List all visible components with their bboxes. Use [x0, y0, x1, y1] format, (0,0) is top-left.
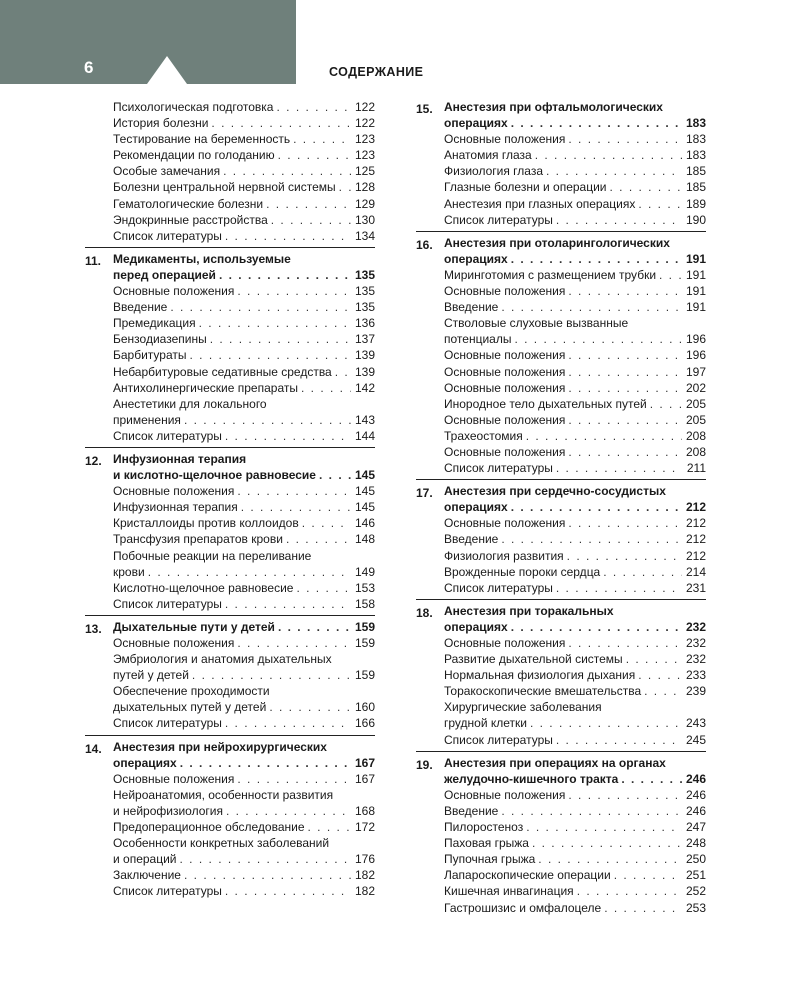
dot-leader: [286, 531, 351, 547]
section-title-row[interactable]: операциях . . . 232: [444, 619, 706, 635]
dot-leader: [223, 163, 351, 179]
dot-leader: [568, 787, 682, 803]
dot-leader: [190, 347, 352, 363]
toc-entry-page: 205: [685, 396, 706, 411]
dot-leader: [577, 883, 682, 899]
toc-entry-page: 125: [354, 164, 375, 179]
toc-entry-title: История болезни: [113, 116, 209, 131]
toc-entry[interactable]: [444, 564, 706, 580]
toc-entry[interactable]: [444, 179, 706, 195]
toc-entry[interactable]: [113, 380, 375, 396]
toc-entry-title: Основные положения: [444, 364, 566, 379]
toc-entry-page: 208: [685, 444, 706, 459]
toc-entry-page: 250: [685, 852, 706, 867]
toc-entry-title: Анестезия при глазных операциях: [444, 196, 636, 211]
toc-entry[interactable]: [444, 667, 706, 683]
toc-entry[interactable]: [113, 115, 375, 131]
toc-entry-wrapped: Эмбриология и анатомия дыхательных: [113, 652, 332, 667]
toc-entry-title: Основные положения: [444, 444, 566, 459]
toc-entry-title: Основные положения: [444, 787, 566, 802]
toc-entry-title: Особые замечания: [113, 164, 221, 179]
toc-left-column: [85, 99, 375, 900]
section-title: Анестезия при отоларингологических: [444, 235, 670, 250]
toc-entry[interactable]: [444, 212, 706, 228]
section-title-row[interactable]: и кислотно-щелочное равновесие . . . 145: [113, 467, 375, 483]
toc-entry-page: 129: [354, 196, 375, 211]
toc-entry-page: 153: [354, 580, 375, 595]
toc-entry[interactable]: [113, 347, 375, 363]
toc-entry[interactable]: Список литературы . . . 166: [113, 715, 375, 731]
dot-leader: [296, 580, 351, 596]
toc-entry[interactable]: [444, 683, 706, 699]
dot-leader: [237, 283, 351, 299]
toc-entry-title: Трахеостомия: [444, 428, 523, 443]
dot-leader: [170, 299, 351, 315]
toc-entry-title: Премедикация: [113, 316, 196, 331]
toc-entry-page: 135: [354, 300, 375, 315]
toc-section-17: [416, 479, 706, 596]
toc-entry-title: Кристаллоиды против коллоидов: [113, 516, 299, 531]
toc-entry-wrapped: Побочные реакции на переливание: [113, 548, 312, 563]
toc-entry[interactable]: [444, 299, 706, 315]
toc-entry-title: Основные положения: [444, 132, 566, 147]
toc-entry-page: 214: [685, 564, 706, 579]
toc-entry-page: 158: [354, 596, 375, 611]
section-title-row[interactable]: операциях . . . 167: [113, 755, 375, 771]
toc-section-12: [85, 447, 375, 612]
toc-entry-page: 253: [685, 900, 706, 915]
section-title: Анестезия при офтальмологических: [444, 100, 663, 114]
page-title: СОДЕРЖАНИЕ: [329, 65, 424, 79]
toc-section-18: [416, 599, 706, 748]
section-number: 19.: [416, 757, 433, 772]
toc-entry-title: Основные положения: [444, 348, 566, 363]
toc-entry-title: Нормальная физиология дыхания: [444, 668, 636, 683]
toc-entry[interactable]: Основные положения . . . 159: [113, 635, 375, 651]
dot-leader: [184, 867, 351, 883]
section-number: 12.: [85, 453, 102, 468]
toc-entry-page: 233: [685, 668, 706, 683]
toc-entry[interactable]: [444, 651, 706, 667]
toc-entry[interactable]: [113, 163, 375, 179]
toc-entry-title: Развитие дыхательной системы: [444, 652, 623, 667]
toc-entry-title: Пилоростеноз: [444, 820, 524, 835]
toc-entry-page: 123: [354, 148, 375, 163]
toc-entry-title: Введение: [113, 300, 168, 315]
toc-entry-page: 197: [685, 364, 706, 379]
toc-entry[interactable]: [444, 267, 706, 283]
toc-entry[interactable]: [444, 515, 706, 531]
toc-entry[interactable]: [444, 531, 706, 547]
dot-leader: [241, 499, 351, 515]
toc-entry-title: Кишечная инвагинация: [444, 884, 574, 899]
dot-leader: [237, 483, 351, 499]
toc-entry[interactable]: [113, 531, 375, 547]
section-title: Анестезия при торакальных: [444, 603, 614, 618]
dot-leader: [501, 531, 682, 547]
toc-entry[interactable]: [444, 196, 706, 212]
toc-entry-title: Список литературы: [113, 596, 222, 611]
toc-entry-page: 202: [685, 380, 706, 395]
toc-entry[interactable]: [444, 283, 706, 299]
dot-leader: [278, 147, 351, 163]
toc-entry[interactable]: [113, 147, 375, 163]
dot-leader: [225, 596, 351, 612]
toc-entry-page: 232: [685, 652, 706, 667]
toc-entry-page: 205: [685, 412, 706, 427]
toc-entry[interactable]: [113, 596, 375, 612]
toc-entry-page: 139: [354, 348, 375, 363]
dot-leader: [339, 179, 351, 195]
toc-entry-title: Пупочная грыжа: [444, 852, 536, 867]
section-title-row[interactable]: операциях . . . 212: [444, 499, 706, 515]
toc-entry-page: 246: [685, 787, 706, 802]
toc-entry[interactable]: [444, 835, 706, 851]
toc-entry[interactable]: Список литературы . . . 144: [113, 428, 375, 444]
dot-leader: [626, 651, 682, 667]
toc-entry[interactable]: [444, 147, 706, 163]
dot-leader: [603, 564, 682, 580]
toc-entry[interactable]: и нейрофизиология . . . 168: [113, 803, 375, 819]
toc-entry-page: 231: [685, 580, 706, 595]
toc-entry-title: Миринготомия с размещением трубки: [444, 267, 657, 282]
dot-leader: [556, 212, 682, 228]
toc-entry-page: 185: [685, 164, 706, 179]
dot-leader: [526, 428, 682, 444]
toc-entry-title: Кислотно-щелочное равновесие: [113, 580, 294, 595]
toc-entry[interactable]: [444, 580, 706, 596]
toc-entry[interactable]: [113, 515, 375, 531]
toc-entry-title: Эндокринные расстройства: [113, 212, 268, 227]
toc-entry-title: Рекомендации по голоданию: [113, 148, 275, 163]
toc-entry-page: 212: [685, 516, 706, 531]
toc-entry[interactable]: [444, 412, 706, 428]
toc-entry-wrapped: Обеспечение проходимости: [113, 684, 270, 699]
toc-entry-title: Основные положения: [113, 484, 235, 499]
toc-entry-page: 183: [685, 132, 706, 147]
toc-entry-page: 137: [354, 332, 375, 347]
toc-entry[interactable]: [444, 347, 706, 363]
toc-entry-title: Тестирование на беременность: [113, 132, 291, 147]
toc-entry-page: 232: [685, 636, 706, 650]
section-title-row[interactable]: желудочно-кишечного тракта . . . 246: [444, 771, 706, 787]
toc-entry-page: 239: [685, 684, 706, 699]
toc-entry-title: Физиология глаза: [444, 164, 543, 179]
toc-section-15: [416, 99, 706, 228]
toc-entry-page: 145: [354, 500, 375, 515]
toc-entry-title: Список литературы: [444, 212, 553, 227]
dot-leader: [556, 460, 682, 476]
dot-leader: [501, 803, 682, 819]
toc-entry[interactable]: [113, 499, 375, 515]
toc-entry-page: 183: [685, 148, 706, 163]
toc-entry-page: 208: [685, 428, 706, 443]
toc-entry[interactable]: [444, 635, 706, 651]
dot-leader: [266, 196, 351, 212]
section-number: 15.: [416, 102, 433, 116]
toc-entry-title: Торакоскопические вмешательства: [444, 684, 642, 699]
toc-entry[interactable]: [113, 580, 375, 596]
toc-entry-title: Список литературы: [444, 580, 553, 595]
dot-leader: [293, 131, 351, 147]
section-title-row[interactable]: операциях . . . 191: [444, 251, 706, 267]
toc-entry[interactable]: [113, 179, 375, 195]
section-number: 17.: [416, 486, 433, 501]
toc-entry-title: Болезни центральной нервной системы: [113, 180, 336, 195]
dot-leader: [501, 299, 682, 315]
toc-entry-title: Врожденные пороки сердца: [444, 564, 601, 579]
toc-entry[interactable]: [444, 364, 706, 380]
dot-leader: [568, 131, 682, 147]
toc-entry-wrapped: Особенности конкретных заболеваний: [113, 836, 330, 851]
toc-entry[interactable]: [444, 548, 706, 564]
dot-leader: [271, 212, 351, 228]
toc-entry-title: Барбитураты: [113, 348, 187, 363]
toc-entry-page: 122: [354, 116, 375, 131]
toc-entry[interactable]: [444, 883, 706, 899]
toc-entry[interactable]: [113, 331, 375, 347]
toc-entry[interactable]: [444, 460, 706, 476]
section-number: 11.: [85, 253, 102, 268]
toc-entry-title: Лапароскопические операции: [444, 868, 611, 883]
toc-entry[interactable]: применения . . . 143: [113, 412, 375, 428]
toc-entry[interactable]: [444, 851, 706, 867]
dot-leader: [568, 283, 682, 299]
toc-entry[interactable]: и операций . . . 176: [113, 851, 375, 867]
toc-entry[interactable]: грудной клетки . . . 243: [444, 715, 706, 731]
toc-entry-title: Введение: [444, 803, 499, 818]
section-number: 18.: [416, 605, 433, 620]
dot-leader: [301, 380, 351, 396]
section-title: Медикаменты, используемые: [113, 251, 291, 266]
toc-entry-page: 191: [685, 300, 706, 315]
toc-entry[interactable]: потенциалы . . . 196: [444, 331, 706, 347]
toc-entry[interactable]: [113, 483, 375, 499]
toc-entry[interactable]: [444, 380, 706, 396]
dot-leader: [604, 900, 682, 916]
toc-entry-title: Список литературы: [444, 461, 553, 476]
dot-leader: [568, 347, 682, 363]
toc-entry-page: 212: [685, 548, 706, 563]
toc-entry[interactable]: Список литературы . . . 245: [444, 732, 706, 748]
dot-leader: [532, 835, 682, 851]
toc-entry-title: Бензодиазепины: [113, 332, 207, 347]
toc-entry-page: 185: [685, 180, 706, 195]
toc-entry-page: 189: [685, 196, 706, 211]
toc-entry-page: 252: [685, 884, 706, 899]
dot-leader: [538, 851, 682, 867]
toc-entry-page: 212: [685, 532, 706, 547]
dot-leader: [638, 667, 682, 683]
dot-leader: [556, 580, 682, 596]
toc-entry[interactable]: [113, 883, 375, 899]
toc-entry-title: Основные положения: [444, 284, 566, 299]
toc-entry-page: 247: [685, 820, 706, 835]
toc-entry-title: Введение: [444, 532, 499, 547]
toc-entry-title: Анатомия глаза: [444, 148, 532, 163]
toc-entry[interactable]: Основные положения . . . 167: [113, 771, 375, 787]
dot-leader: [568, 635, 682, 651]
dot-leader: [568, 412, 682, 428]
toc-entry[interactable]: [113, 867, 375, 883]
toc-entry-page: 130: [354, 212, 375, 227]
toc-entry-wrapped: Стволовые слуховые вызванные: [444, 316, 629, 331]
toc-entry[interactable]: [444, 867, 706, 883]
toc-entry[interactable]: [113, 196, 375, 212]
toc-section-14: [85, 735, 375, 900]
dot-leader: [650, 396, 682, 412]
dot-leader: [535, 147, 682, 163]
dot-leader: [610, 179, 683, 195]
toc-entry-page: 139: [354, 364, 375, 379]
toc-entry-page: 135: [354, 284, 375, 299]
toc-entry[interactable]: [113, 364, 375, 380]
dot-leader: [210, 331, 351, 347]
toc-entry-page: 123: [354, 132, 375, 147]
dot-leader: [614, 867, 682, 883]
toc-entry[interactable]: [444, 428, 706, 444]
dot-leader: [659, 267, 682, 283]
toc-entry-page: 196: [685, 348, 706, 363]
dot-leader: [568, 380, 682, 396]
dot-leader: [225, 883, 351, 899]
section-title: Анестезия при операциях на органах: [444, 755, 666, 770]
toc-entry-page: 248: [685, 836, 706, 851]
toc-entry-title: Физиология развития: [444, 548, 564, 563]
toc-entry-page: 211: [686, 461, 706, 476]
toc-entry[interactable]: Предоперационное обследование . . . 172: [113, 819, 375, 835]
dot-leader: [302, 515, 351, 531]
toc-entry-page: 246: [685, 803, 706, 818]
toc-section-13: [85, 615, 375, 732]
toc-entry[interactable]: [113, 283, 375, 299]
toc-entry-title: Основные положения: [444, 516, 566, 531]
toc-entry-title: Основные положения: [444, 636, 566, 650]
toc-entry-title: Гастрошизис и омфалоцеле: [444, 900, 602, 915]
toc-entry-page: 190: [685, 212, 706, 227]
toc-section-continued: [85, 99, 375, 244]
toc-entry[interactable]: [444, 787, 706, 803]
dot-leader: [638, 196, 682, 212]
toc-entry-title: Гематологические болезни: [113, 196, 264, 211]
dot-leader: [211, 115, 351, 131]
section-title: Анестезия при нейрохирургических: [113, 739, 327, 754]
toc-entry[interactable]: [444, 819, 706, 835]
toc-entry-title: Трансфузия препаратов крови: [113, 532, 283, 547]
dot-leader: [199, 315, 351, 331]
toc-entry-title: Инородное тело дыхательных путей: [444, 396, 647, 411]
toc-entry-page: 148: [354, 532, 375, 547]
dot-leader: [526, 819, 682, 835]
toc-entry-wrapped: Хирургические заболевания: [444, 700, 602, 715]
toc-entry[interactable]: дыхательных путей у детей . . . 160: [113, 699, 375, 715]
dot-leader: [567, 548, 682, 564]
dot-leader: [335, 364, 351, 380]
toc-entry[interactable]: [444, 803, 706, 819]
toc-entry-page: 182: [354, 884, 375, 899]
toc-entry-title: Список литературы: [113, 228, 222, 243]
toc-entry-title: Паховая грыжа: [444, 836, 529, 851]
toc-entry[interactable]: [444, 444, 706, 460]
toc-entry-wrapped: Анестетики для локального: [113, 396, 267, 411]
toc-entry[interactable]: [113, 315, 375, 331]
toc-entry-page: 191: [685, 284, 706, 299]
toc-entry-title: Психологическая подготовка: [113, 100, 274, 114]
toc-entry-page: 122: [354, 100, 375, 114]
toc-section-19: [416, 751, 706, 916]
toc-section-16: [416, 231, 706, 476]
page-number: 6: [84, 58, 94, 77]
toc-entry[interactable]: [113, 99, 375, 115]
toc-entry-wrapped: Нейроанатомия, особенности развития: [113, 787, 334, 802]
dot-leader: [225, 228, 351, 244]
toc-entry-page: 191: [685, 267, 706, 282]
toc-right-column: [416, 99, 706, 916]
toc-entry[interactable]: путей у детей . . . 159: [113, 667, 375, 683]
toc-entry-title: Список литературы: [113, 884, 222, 899]
toc-entry-page: 136: [354, 316, 375, 331]
toc-entry[interactable]: [444, 131, 706, 147]
section-title-row[interactable]: перед операцией . . . 135: [113, 267, 375, 283]
section-title: Анестезия при сердечно-сосудистых: [444, 484, 666, 499]
toc-entry-title: Инфузионная терапия: [113, 500, 238, 515]
dot-leader: [568, 364, 682, 380]
toc-entry[interactable]: [444, 396, 706, 412]
dot-leader: [568, 515, 682, 531]
dot-leader: [644, 683, 682, 699]
toc-entry-title: Основные положения: [444, 412, 566, 427]
toc-entry-title: Заключение: [113, 868, 181, 883]
section-number: 14.: [85, 741, 102, 756]
toc-entry-title: Основные положения: [444, 380, 566, 395]
toc-entry[interactable]: [113, 299, 375, 315]
toc-entry-title: Основные положения: [113, 284, 235, 299]
dot-leader: [276, 99, 351, 115]
section-number: 13.: [85, 621, 102, 636]
section-title: Инфузионная терапия: [113, 451, 247, 466]
toc-entry[interactable]: [444, 900, 706, 916]
toc-entry[interactable]: [444, 163, 706, 179]
toc-entry[interactable]: [113, 212, 375, 228]
toc-entry-page: 182: [354, 868, 375, 883]
toc-entry-title: Небарбитуровые седативные средства: [113, 364, 332, 379]
dot-leader: [546, 163, 682, 179]
toc-entry-page: 134: [354, 228, 375, 243]
dot-leader: [568, 444, 682, 460]
toc-section-11: [85, 247, 375, 444]
toc-entry-page: 128: [354, 180, 375, 195]
toc-entry-page: 142: [354, 380, 375, 395]
header-notch: [147, 56, 187, 84]
toc-entry-page: 251: [685, 868, 706, 883]
section-title-row[interactable]: операциях . . . 183: [444, 115, 706, 131]
toc-entry-title: Глазные болезни и операции: [444, 180, 607, 195]
toc-entry[interactable]: [113, 228, 375, 244]
toc-entry-page: 146: [354, 516, 375, 531]
toc-entry[interactable]: крови . . . 149: [113, 564, 375, 580]
toc-entry-title: Введение: [444, 300, 499, 315]
section-title-row[interactable]: Дыхательные пути у детей . . . 159: [113, 619, 375, 635]
toc-entry[interactable]: [113, 131, 375, 147]
toc-entry-page: 145: [354, 484, 375, 499]
section-number: 16.: [416, 237, 433, 252]
toc-entry-title: Антихолинергические препараты: [113, 380, 298, 395]
